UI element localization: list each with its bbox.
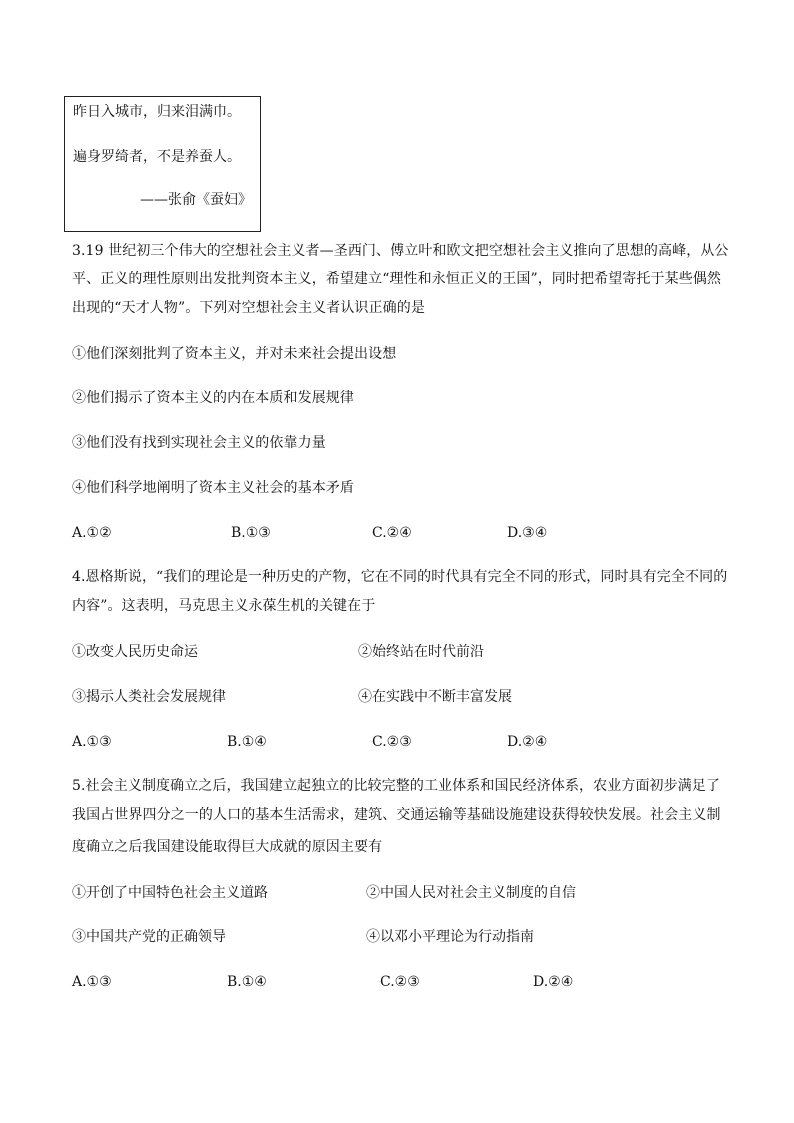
q4-choice-c[interactable]: C.②③	[372, 734, 412, 750]
q3-choice-b[interactable]: B.①③	[231, 525, 271, 541]
poem-quote-box	[64, 96, 261, 232]
q5-stem-line-1: 5.社会主义制度确立之后，我国建立起独立的比较完整的工业体系和国民经济体系，农业方面初步满足了	[72, 778, 721, 794]
q4-statement-2: ②始终站在时代前沿	[358, 644, 484, 660]
q3-stem-line-2: 平、正义的理性原则出发批判资本主义，希望建立“理性和永恒正义的王国”，同时把希望寄托于某些偶然	[72, 271, 722, 287]
q4-choice-a[interactable]: A.①③	[72, 734, 112, 750]
q4-choice-d[interactable]: D.②④	[507, 734, 548, 750]
q4-statement-3: ③揭示人类社会发展规律	[72, 689, 226, 705]
q4-choice-b[interactable]: B.①④	[227, 734, 267, 750]
q5-choice-c[interactable]: C.②③	[380, 974, 420, 990]
q3-choice-c[interactable]: C.②④	[372, 525, 412, 541]
q5-stem-line-3: 度确立之后我国建设能取得巨大成就的原因主要有	[72, 839, 383, 855]
q5-statement-1: ①开创了中国特色社会主义道路	[72, 885, 268, 901]
q5-choice-a[interactable]: A.①③	[72, 974, 112, 990]
q3-statement-1: ①他们深刻批判了资本主义，并对未来社会提出设想	[72, 346, 397, 362]
q4-statement-4: ④在实践中不断丰富发展	[358, 689, 512, 705]
q5-stem-line-2: 我国占世界四分之一的人口的基本生活需求，建筑、交通运输等基础设施建设获得较快发展。社会主义制	[72, 807, 721, 823]
q5-choice-b[interactable]: B.①④	[227, 974, 267, 990]
poem-attribution: ——张俞《蚕妇》	[140, 192, 252, 208]
q5-statement-3: ③中国共产党的正确领导	[72, 929, 226, 945]
q3-statement-4: ④他们科学地阐明了资本主义社会的基本矛盾	[72, 480, 354, 496]
q3-statement-2: ②他们揭示了资本主义的内在本质和发展规律	[72, 390, 354, 406]
q3-stem-line-3: 出现的“天才人物”。下列对空想社会主义者认识正确的是	[72, 300, 425, 316]
q4-stem-line-1: 4.恩格斯说，“我们的理论是一种历史的产物，它在不同的时代具有完全不同的形式，同时具有完全不同的	[72, 569, 728, 585]
q4-stem-line-2: 内容”。这表明，马克思主义永葆生机的关键在于	[72, 598, 376, 614]
q3-statement-3: ③他们没有找到实现社会主义的依靠力量	[72, 435, 326, 451]
q5-statement-2: ②中国人民对社会主义制度的自信	[366, 885, 576, 901]
q4-statement-1: ①改变人民历史命运	[72, 644, 198, 660]
q3-stem-line-1: 3.19 世纪初三个伟大的空想社会主义者—圣西门、傅立叶和欧文把空想社会主义推向了思想的高峰，从公	[72, 243, 729, 259]
q3-choice-d[interactable]: D.③④	[507, 525, 548, 541]
q5-statement-4: ④以邓小平理论为行动指南	[366, 929, 534, 945]
poem-line-1: 昨日入城市，归来泪满巾。	[73, 104, 241, 120]
q3-choice-a[interactable]: A.①②	[72, 525, 112, 541]
q5-choice-d[interactable]: D.②④	[533, 974, 574, 990]
poem-line-2: 遍身罗绮者，不是养蚕人。	[73, 149, 241, 165]
